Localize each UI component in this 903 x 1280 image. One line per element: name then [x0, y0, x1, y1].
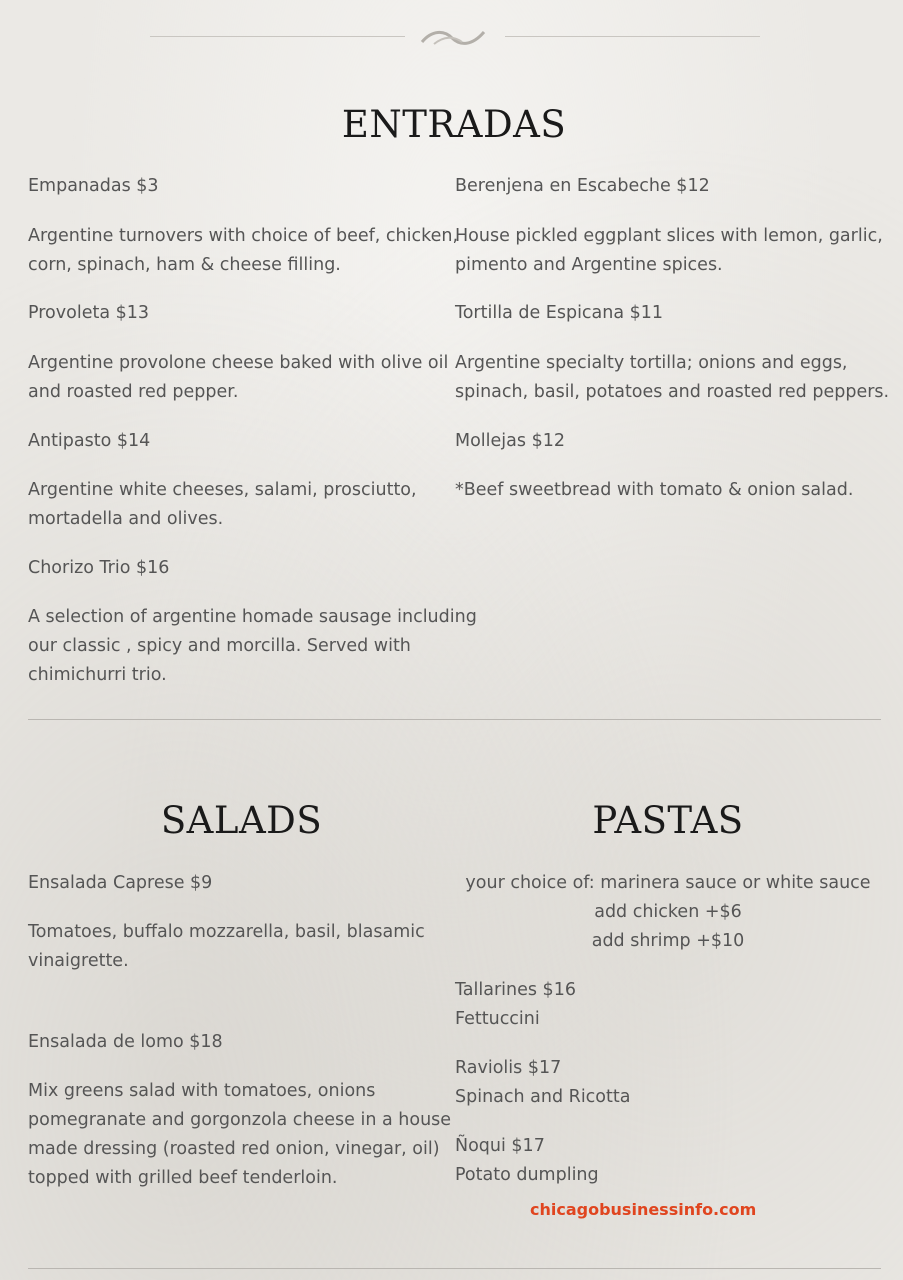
- ornament-line-left: [150, 36, 405, 37]
- ornament-line-right: [505, 36, 760, 37]
- menu-item-name: Raviolis $17: [455, 1058, 562, 1078]
- menu-item-name: Ensalada de lomo $18: [28, 1032, 223, 1052]
- menu-item-desc: vinaigrette.: [28, 951, 129, 971]
- entradas-heading: ENTRADAS: [341, 103, 567, 146]
- menu-item-name: Tortilla de Espicana $11: [455, 303, 664, 323]
- menu-item-desc: made dressing (roasted red onion, vinegar, oil): [28, 1139, 440, 1159]
- menu-item-desc: *Beef sweetbread with tomato & onion salad.: [455, 480, 854, 500]
- menu-item-desc: House pickled eggplant slices with lemon, garlic,: [455, 226, 883, 246]
- menu-item-desc: Argentine turnovers with choice of beef, chicken,: [28, 226, 459, 246]
- menu-item-name: Ñoqui $17: [455, 1136, 545, 1156]
- menu-item-name: Tallarines $16: [455, 980, 576, 1000]
- pastas-heading: PASTAS: [592, 799, 744, 842]
- menu-item-desc: and roasted red pepper.: [28, 382, 239, 402]
- menu-item-desc: spinach, basil, potatoes and roasted red peppers.: [455, 382, 890, 402]
- menu-item-desc: Argentine white cheeses, salami, prosciutto,: [28, 480, 417, 500]
- menu-item-desc: Fettuccini: [455, 1009, 540, 1029]
- menu-item-name: Provoleta $13: [28, 303, 150, 323]
- menu-item-desc: pomegranate and gorgonzola cheese in a house: [28, 1110, 452, 1130]
- menu-item-desc: pimento and Argentine spices.: [455, 255, 723, 275]
- menu-item-name: Mollejas $12: [455, 431, 565, 451]
- pasta-addon: add chicken +$6: [594, 902, 742, 922]
- menu-item-desc: Potato dumpling: [455, 1165, 599, 1185]
- menu-item-desc: Tomatoes, buffalo mozzarella, basil, blasamic: [28, 922, 425, 942]
- menu-item-name: Ensalada Caprese $9: [28, 873, 213, 893]
- bottom-divider: [28, 1268, 881, 1269]
- menu-item-desc: Argentine provolone cheese baked with olive oil: [28, 353, 449, 373]
- top-ornament: [150, 22, 760, 52]
- menu-item-desc: A selection of argentine homade sausage including: [28, 607, 477, 627]
- flourish-icon: [418, 22, 490, 52]
- section-divider: [28, 719, 881, 720]
- pasta-intro: your choice of: marinera sauce or white sauce: [465, 873, 871, 893]
- menu-item-name: Empanadas $3: [28, 176, 159, 196]
- menu-item-name: Berenjena en Escabeche $12: [455, 176, 710, 196]
- menu-item-desc: chimichurri trio.: [28, 665, 167, 685]
- menu-item-desc: topped with grilled beef tenderloin.: [28, 1168, 338, 1188]
- menu-item-desc: mortadella and olives.: [28, 509, 224, 529]
- menu-item-desc: Spinach and Ricotta: [455, 1087, 631, 1107]
- menu-item-desc: corn, spinach, ham & cheese filling.: [28, 255, 341, 275]
- pasta-addon: add shrimp +$10: [591, 931, 745, 951]
- menu-item-name: Chorizo Trio $16: [28, 558, 170, 578]
- menu-item-desc: Argentine specialty tortilla; onions and eggs,: [455, 353, 848, 373]
- menu-item-desc: Mix greens salad with tomatoes, onions: [28, 1081, 376, 1101]
- salads-heading: SALADS: [160, 799, 323, 842]
- menu-item-name: Antipasto $14: [28, 431, 151, 451]
- watermark: chicagobusinessinfo.com: [530, 1200, 757, 1219]
- menu-item-desc: our classic , spicy and morcilla. Served with: [28, 636, 411, 656]
